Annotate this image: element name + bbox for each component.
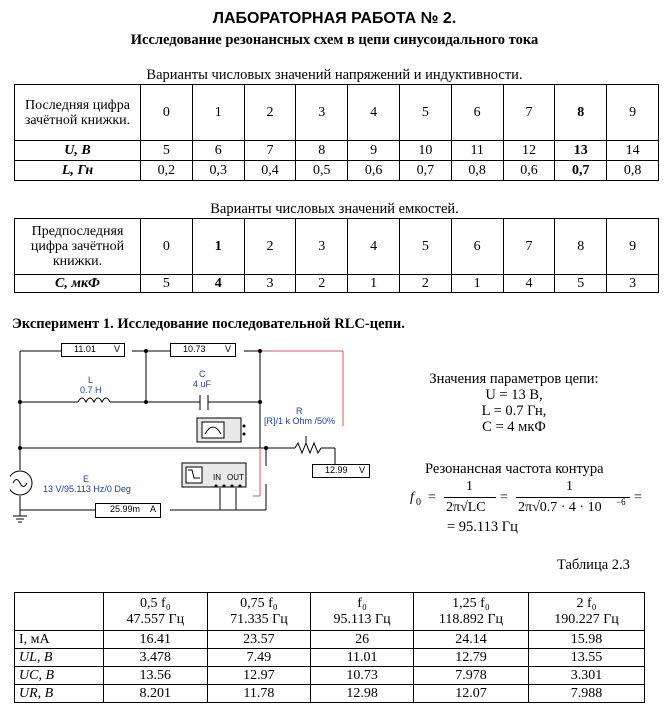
formula-sub: 0	[416, 497, 421, 508]
l-cell: 0,6	[503, 161, 555, 181]
digit-cell-selected: 8	[555, 85, 607, 141]
variants2-caption: Варианты числовых значений емкостей.	[210, 201, 459, 217]
cell: 11.78	[207, 685, 311, 703]
param-l: L = 0.7 Гн,	[481, 403, 547, 419]
cell: 8.201	[104, 685, 208, 703]
digit-cell: 4	[348, 85, 400, 141]
digit-cell: 8	[555, 219, 607, 275]
bode-in-label: IN	[213, 473, 221, 482]
cell: 12.97	[207, 667, 311, 685]
u-cell: 12	[503, 141, 555, 161]
circuit-diagram	[10, 338, 370, 528]
param-c: C = 4 мкФ	[482, 419, 546, 435]
formula-den-1: 2π√LC	[446, 500, 486, 515]
c-cell-selected: 4	[192, 275, 244, 293]
inductor-value: 0.7 H	[80, 385, 102, 395]
params-heading: Значения параметров цепи:	[429, 371, 599, 387]
digit-cell: 6	[451, 219, 503, 275]
meter-uc-unit: V	[224, 344, 231, 354]
meter-ul-value: 11.01	[74, 344, 96, 354]
page-subtitle: Исследование резонансных схем в цепи синусоидального тока	[130, 32, 539, 48]
inductor-label	[80, 375, 102, 395]
l-cell: 0,6	[348, 161, 400, 181]
c-cell: 4	[503, 275, 555, 293]
ammeter	[95, 503, 161, 518]
table-row	[15, 631, 645, 649]
u-cell: 11	[451, 141, 503, 161]
c-cell: 1	[348, 275, 400, 293]
formula-lhs: f	[410, 490, 414, 505]
c-cell: 3	[607, 275, 659, 293]
digit-cell: 5	[399, 219, 451, 275]
meter-i-value: 25.99m	[110, 504, 141, 514]
c-cell: 5	[141, 275, 193, 293]
variants1-row-label: Последняя цифра зачётной книжки.	[15, 85, 141, 141]
results-corner	[15, 593, 104, 631]
c-cell: 3	[244, 275, 296, 293]
meter-ur-unit: V	[358, 465, 365, 475]
digit-cell: 9	[607, 219, 659, 275]
resonance-heading: Резонансная частота контура	[425, 461, 604, 477]
param-u: U = 13 В,	[485, 387, 543, 403]
variants2-table	[14, 218, 659, 293]
formula-num-1: 1	[466, 479, 473, 494]
u-cell: 14	[607, 141, 659, 161]
digit-cell: 2	[244, 85, 296, 141]
digit-cell: 4	[348, 219, 400, 275]
table-row	[15, 649, 645, 667]
cell: 3.301	[528, 667, 644, 685]
variants1-caption: Варианты числовых значений напряжений и индуктивности.	[146, 67, 523, 83]
c-label: C, мкФ	[15, 275, 141, 293]
cell: 23.57	[207, 631, 311, 649]
cell: 11.01	[311, 649, 414, 667]
inductor-name: L	[88, 375, 94, 385]
cell: 12.79	[413, 649, 528, 667]
formula-den-2: 2π√0.7 · 4 · 10	[518, 500, 602, 515]
digit-cell: 1	[192, 85, 244, 141]
l-cell: 0,8	[607, 161, 659, 181]
voltmeter-uc	[170, 343, 236, 357]
source-label	[43, 474, 131, 494]
row-label: I, мА	[15, 631, 104, 649]
results-col-header: 0,5 f₀ 47.557 Гц	[104, 593, 208, 631]
capacitor-value: 4 uF	[193, 379, 212, 389]
cell: 16.41	[104, 631, 208, 649]
digit-cell: 3	[296, 219, 348, 275]
results-col-header: 0,75 f₀ 71.335 Гц	[207, 593, 311, 631]
digit-cell: 6	[451, 85, 503, 141]
cell: 24.14	[413, 631, 528, 649]
u-cell-selected: 13	[555, 141, 607, 161]
resistor-label	[264, 406, 335, 426]
c-cell: 1	[451, 275, 503, 293]
cell: 13.56	[104, 667, 208, 685]
u-cell: 9	[348, 141, 400, 161]
u-cell: 6	[192, 141, 244, 161]
digit-cell: 7	[503, 85, 555, 141]
formula-exp: −6	[616, 497, 626, 507]
cell: 7.988	[528, 685, 644, 703]
cell: 26	[311, 631, 414, 649]
cell: 13.55	[528, 649, 644, 667]
digit-cell: 5	[399, 85, 451, 141]
u-cell: 10	[399, 141, 451, 161]
l-cell: 0,4	[244, 161, 296, 181]
cell: 10.73	[311, 667, 414, 685]
u-cell: 8	[296, 141, 348, 161]
resonance-formula: f 0 = 1 2π√LC = 1 2π√0.7 · 4 · 10 −6 =	[410, 479, 642, 515]
c-cell: 2	[296, 275, 348, 293]
capacitor-name: C	[199, 369, 206, 379]
l-cell: 0,2	[141, 161, 193, 181]
digit-cell: 9	[607, 85, 659, 141]
results-col-header: f₀ 95.113 Гц	[311, 593, 414, 631]
cell: 12.98	[311, 685, 414, 703]
results-col-header: 2 f₀ 190.227 Гц	[528, 593, 644, 631]
variants1-table	[14, 84, 659, 181]
cell: 12.07	[413, 685, 528, 703]
digit-cell: 3	[296, 85, 348, 141]
bode-out-label: OUT	[227, 473, 244, 482]
formula-num-2: 1	[566, 479, 573, 494]
cell: 7.978	[413, 667, 528, 685]
l-cell: 0,3	[192, 161, 244, 181]
row-label: UC, В	[15, 667, 104, 685]
c-cell: 5	[555, 275, 607, 293]
capacitor-label	[193, 369, 212, 389]
circuit-params	[404, 371, 624, 435]
table-row	[15, 667, 645, 685]
u-cell: 7	[244, 141, 296, 161]
experiment-title: Эксперимент 1. Исследование последовательной RLC-цепи.	[12, 316, 405, 332]
meter-i-unit: A	[149, 504, 156, 514]
digit-cell: 0	[141, 219, 193, 275]
meter-ul-unit: V	[113, 344, 120, 354]
results-table	[14, 592, 645, 703]
c-cell: 2	[399, 275, 451, 293]
resistor-value: [R]/1 k Ohm /50%	[264, 416, 336, 426]
voltmeter-ur	[312, 464, 370, 478]
l-cell: 0,7	[399, 161, 451, 181]
source-value: 13 V/95.113 Hz/0 Deg	[43, 484, 131, 494]
meter-uc-value: 10.73	[183, 344, 206, 354]
variants2-row-label: Предпоследняя цифра зачётной книжки.	[15, 219, 141, 275]
results-col-header: 1,25 f₀ 118.892 Гц	[413, 593, 528, 631]
cell: 7.49	[207, 649, 311, 667]
digit-cell: 7	[503, 219, 555, 275]
page-title: ЛАБОРАТОРНАЯ РАБОТА № 2.	[212, 10, 457, 27]
row-label: UR, В	[15, 685, 104, 703]
l-cell: 0,8	[451, 161, 503, 181]
u-label: U, В	[15, 141, 141, 161]
u-cell: 5	[141, 141, 193, 161]
cell: 3.478	[104, 649, 208, 667]
digit-cell: 0	[141, 85, 193, 141]
l-cell: 0,5	[296, 161, 348, 181]
l-cell-selected: 0,7	[555, 161, 607, 181]
l-label: L, Гн	[15, 161, 141, 181]
formula-result: = 95.113 Гц	[447, 519, 518, 535]
digit-cell-selected: 1	[192, 219, 244, 275]
table-row	[15, 685, 645, 703]
meter-ur-value: 12.99	[325, 465, 348, 475]
cell: 15.98	[528, 631, 644, 649]
table-2-3-label: Таблица 2.3	[557, 557, 630, 573]
row-label: UL, В	[15, 649, 104, 667]
digit-cell: 2	[244, 219, 296, 275]
voltmeter-ul	[61, 343, 125, 357]
source-name: E	[83, 474, 90, 484]
resistor-name: R	[296, 406, 303, 416]
